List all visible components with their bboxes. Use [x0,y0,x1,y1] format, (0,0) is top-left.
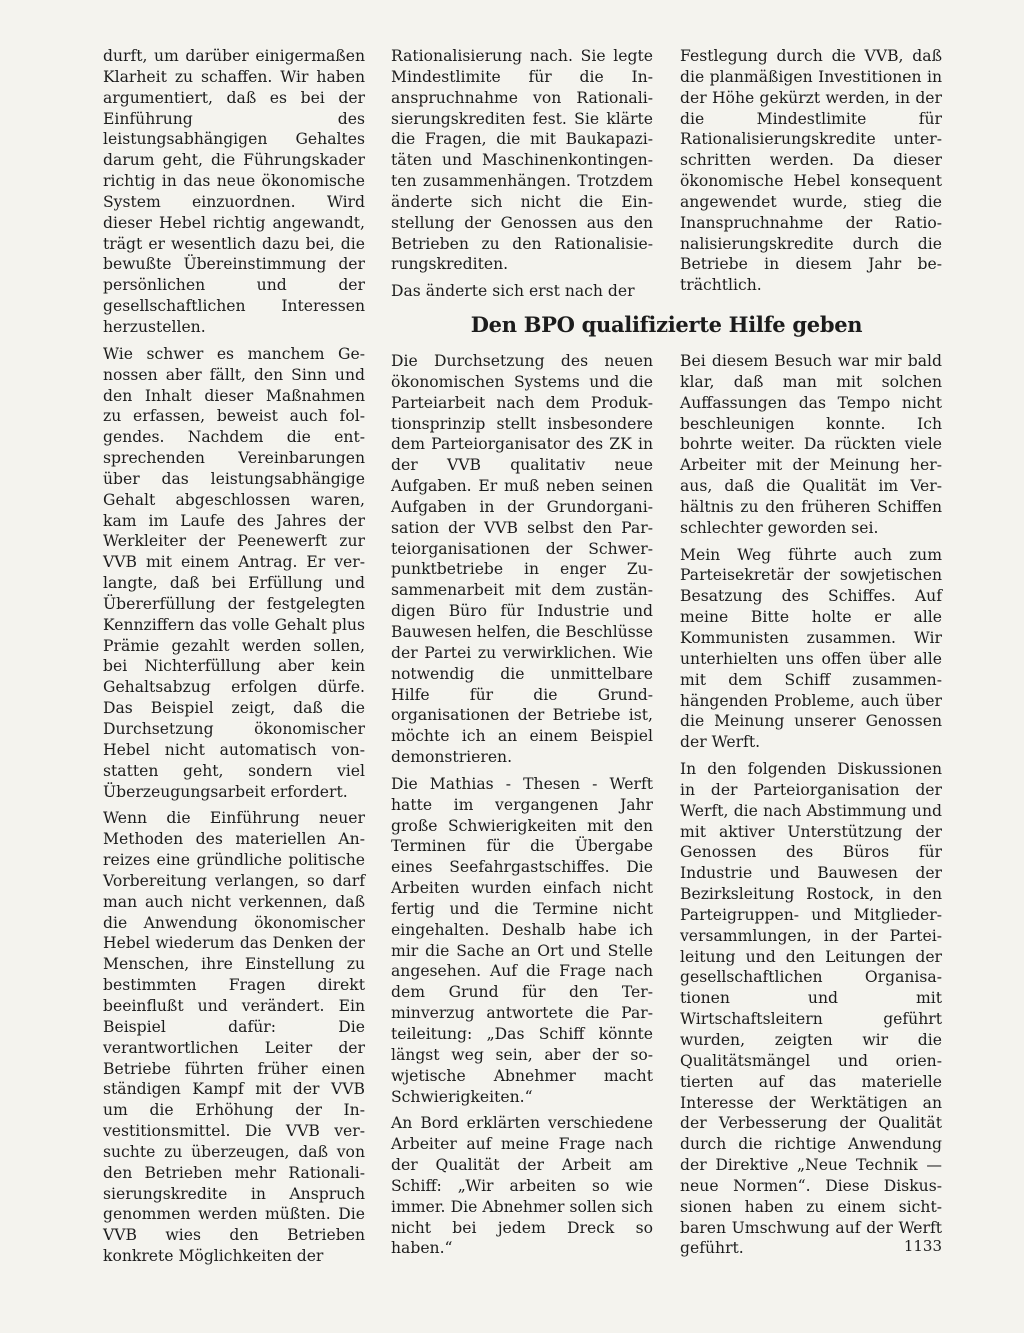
paragraph: An Bord erklärten verschiedene Arbeiter auf meine Frage nach der Qualität der Arbeit am Schiff: „Wir arbeiten so wie immer. Die Abnehmer sollen sich nicht bei jedem Dreck so haben.“ [391,1114,653,1258]
paragraph: Die Mathias - Thesen - Werft hatte im vergangenen Jahr große Schwierigkeiten mit den Terminen für die Übergabe eines Seefahrgastschiffes. Die Arbeiten wurden einfach nicht fertig und die Termine nicht eingehalten. Deshalb habe ich mir die Sache an Ort und Stelle angesehen. Auf die Frage nach dem Grund für den Terminverzug antwortete die Parteileitung: „Das Schiff könnte längst weg sein, aber der sowjetische Abnehmer macht Schwierigkeiten.“ [391,774,653,1106]
paragraph: Das änderte sich erst nach der [391,282,635,301]
page-number: 1133 [903,1237,942,1255]
paragraph: Wie schwer es manchem Genossen aber fällt, den Sinn und den Inhalt dieser Maßnahmen zu erfassen, beweist auch folgendes. Nachdem die entsprechenden Vereinbarungen über das leistungsabhängige Gehalt abgeschlossen waren, kam im Laufe des Jahres der Werkleiter der Peenewerft zur VVB mit einem Antrag. Er verlangte, daß bei Erfüllung und Übererfüllung der festgelegten Kennziffern das volle Gehalt plus Prämie gezahlt werden sollen, bei Nichterfüllung aber kein Gehaltsabzug erfolgen dürfe. Das Beispiel zeigt, daß die Durchsetzung ökonomischer Hebel nicht automatisch vonstatten geht, sondern viel Überzeugungsarbeit erfordert. [103,344,365,801]
paragraph: Rationalisierung nach. Sie legte Mindestlimite für die Inanspruchnahme von Rationalisierungskrediten fest. Sie klärte die Fragen, die mit Baukapazitäten und Maschinenkontingenten zusammenhängen. Trotzdem änderte sich nicht die Einstellung der Genossen aus den Betrieben zu den Rationalisierungskrediten. [391,47,653,274]
paragraph: In den folgenden Diskussionen in der Parteiorganisation der Werft, die nach Abstimmung und mit aktiver Unterstützung der Genossen des Büros für Industrie und Bauwesen der Bezirksleitung Rostock, in den Parteigruppen- und Mitgliederversammlungen, in der Parteileitung und den Leitungen der gesellschaftlichen Organisationen und mit Wirtschaftsleitern geführt wurden, zeigten wir die Qualitätsmängel und orientierten auf das materielle Interesse der Werktätigen an der Verbesserung der Qualität durch die richtige Anwendung der Direktive „Neue Technik — neue Normen“. Diese Diskussionen haben zu einem sichtbaren Umschwung auf der Werft geführt. [680,760,942,1258]
paragraph: Wenn die Einführung neuer Methoden des materiellen Anreizes eine gründliche politische Vorbereitung verlangen, so darf man auch nicht verkennen, daß die Anwendung ökonomischer Hebel wiederum das Denken der Menschen, ihre Einstellung zu bestimmten Fragen direkt beeinflußt und verändert. Ein Beispiel dafür: Die verantwortlichen Leiter der Betriebe führten früher einen ständigen Kampf mit der VVB um die Erhöhung der Investitionsmittel. Die VVB versuchte zu überzeugen, daß von den Betrieben mehr Rationalisierungskredite in Anspruch genommen werden müßten. Die VVB wies den Betrieben konkrete Möglichkeiten der [103,809,365,1266]
paragraph: durft, um darüber einigermaßen Klarheit zu schaffen. Wir haben argumentiert, daß es bei der Einführung des leistungsabhängigen Gehaltes darum geht, die Führungskader richtig in das neue ökonomische System einzuordnen. Wird dieser Hebel richtig angewandt, trägt er wesentlich dazu bei, die bewußte Übereinstimmung der persönlichen und der gesellschaftlichen Interessen herzustellen. [103,47,365,336]
column-3-top [680,46,942,302]
section-heading: Den BPO qualifizierte Hilfe geben [470,312,863,337]
column-2-bottom [391,351,653,1265]
column-2-top [391,46,653,308]
paragraph: Die Durchsetzung des neuen ökonomischen Systems und die Parteiarbeit nach dem Produktionsprinzip stellt insbesondere dem Parteiorganisator des ZK in der VVB qualitativ neue Aufgaben. Er muß neben seinen Aufgaben in der Grundorganisation der VVB selbst den Parteiorganisationen der Schwerpunktbetriebe in enger Zusammenarbeit mit dem zuständigen Büro für Industrie und Bauwesen helfen, die Beschlüsse der Partei zu verwirklichen. Wie notwendig die unmittelbare Hilfe für die Grundorganisationen der Betriebe ist, möchte ich an einem Beispiel demonstrieren. [391,352,653,767]
paragraph: Bei diesem Besuch war mir bald klar, daß man mit solchen Auffassungen das Tempo nicht beschleunigen konnte. Ich bohrte weiter. Da rückten viele Arbeiter mit der Meinung heraus, daß die Qualität im Verhältnis zu den früheren Schiffen schlechter geworden sei. [680,352,942,537]
paragraph: Festlegung durch die VVB, daß die planmäßigen Investitionen in der Höhe gekürzt werden, in der die Mindestlimite für Rationalisierungskredite unterschritten werden. Da dieser ökonomische Hebel konsequent angewendet wurde, stieg die Inanspruchnahme der Rationalisierungskredite durch die Betriebe in diesem Jahr beträchtlich. [680,47,942,295]
column-1 [103,46,365,1273]
column-3-bottom [680,351,942,1265]
paragraph: Mein Weg führte auch zum Parteisekretär der sowjetischen Besatzung des Schiffes. Auf meine Bitte holte er alle Kommunisten zusammen. Wir unterhielten uns offen über alle mit dem Schiff zusammenhängenden Probleme, auch über die Meinung unserer Genossen der Werft. [680,545,942,752]
